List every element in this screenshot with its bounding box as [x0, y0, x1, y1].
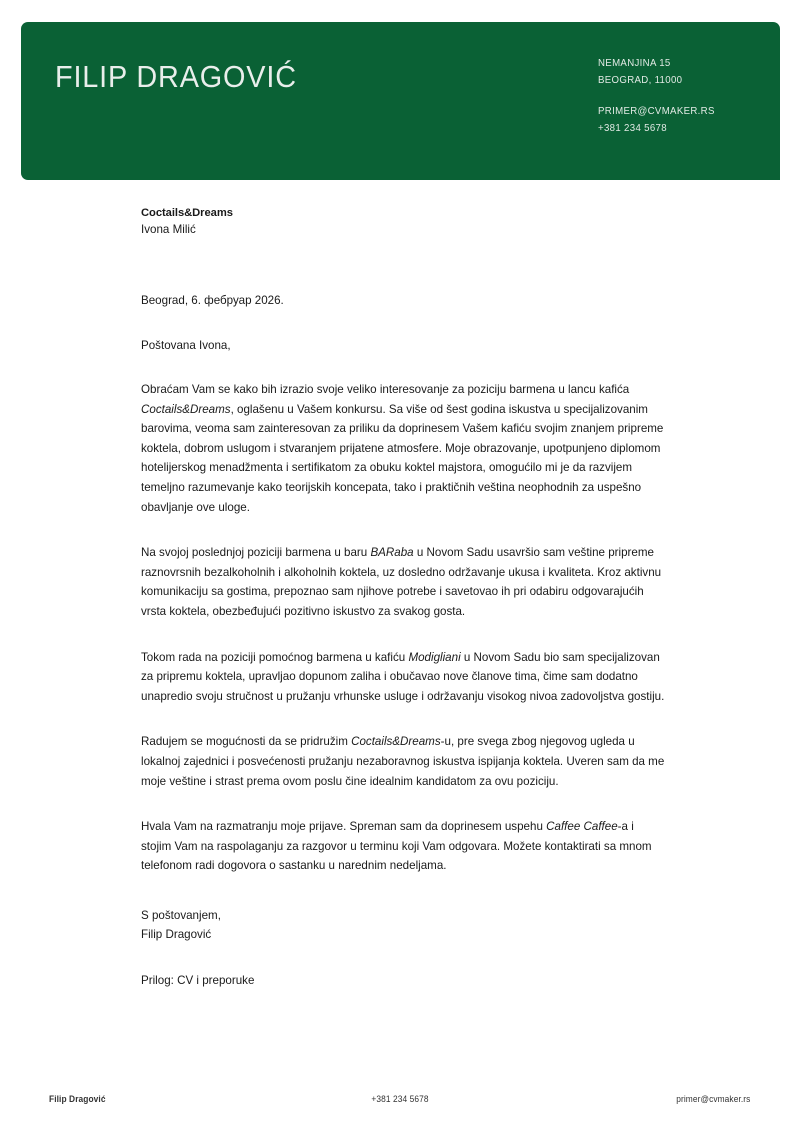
- letter-paragraph: [141, 648, 666, 707]
- letter-paragraph: [141, 543, 666, 621]
- header-email[interactable]: PRIMER@CVMAKER.RS: [598, 105, 715, 117]
- signature-name: Filip Dragović: [141, 928, 212, 942]
- emphasis-text: Coctails&Dreams: [141, 402, 231, 416]
- body-text: , oglašenu u Vašem konkursu. Sa više od šest godina iskustva u specijalizovanim barovima, veoma sam zainteresovan za priliku da doprinesem Vašem kafiću svojim znanjem pripreme koktela, dobrom uslugom i stvaranjem prijatene atmosfere. Moje obrazovanje, upotpunjeno diplomom hotelijerskog menadžmenta i sertifikatom za obuku koktel majstora, omogućilo mi je da razvijem temeljno razumevanje kako teorijskih koncepata, tako i praktičnih veština neophodnih za uspešno obavljanje ove uloge.: [141, 402, 664, 514]
- letter-paragraph: [141, 732, 666, 791]
- letter-paragraph: [141, 817, 666, 876]
- body-text: Na svojoj poslednjoj poziciji barmena u baru: [141, 546, 371, 560]
- header-phone[interactable]: +381 234 5678: [598, 121, 668, 134]
- letter-salutation: Poštovana Ivona,: [141, 339, 231, 352]
- footer-email[interactable]: primer@cvmaker.rs: [675, 1094, 750, 1104]
- body-text: Hvala Vam na razmatranju moje prijave. Spreman sam da doprinesem uspehu: [141, 820, 547, 834]
- recipient-person: Ivona Milić: [141, 223, 196, 236]
- body-text: u Novom Sadu usavršio sam veštine pripreme raznovrsnih bezalkoholnih i alkoholnih koktela, uz dosledno održavanje ukusa i kvaliteta. Kroz aktivnu komunikaciju sa gostima, prepoznao sam njihove potrebe i savetovao ih pri odabiru odgovarajućih vrsta koktela, obezbeđujući pozitivno iskustvo za svakog gosta.: [141, 546, 662, 618]
- letter-enclosure: Prilog: CV i preporuke: [141, 974, 255, 988]
- letter-closing: [141, 906, 666, 945]
- footer-name: Filip Dragović: [49, 1094, 106, 1104]
- header-banner: [21, 22, 780, 180]
- letter-paragraph-list: [141, 380, 666, 876]
- header-contact-group: [598, 103, 715, 136]
- body-text: -a i stojim Vam na raspolaganju za razgovor u terminu koji Vam odgovara. Možete kontaktirati sa mnom telefonom radi dogovora o sastanku u narednim nedeljama.: [141, 820, 652, 873]
- recipient-block: [141, 205, 666, 238]
- header-address-line1: NEMANJINA 15: [598, 57, 671, 69]
- header-address-line2: BEOGRAD, 11000: [598, 73, 683, 86]
- footer-phone[interactable]: +381 234 5678: [370, 1094, 429, 1104]
- emphasis-text: BARaba: [370, 546, 414, 560]
- emphasis-text: Modigliani: [408, 650, 461, 664]
- letter-date: Beograd, 6. фебруар 2026.: [141, 294, 284, 307]
- body-text: -u, pre svega zbog njegovog ugleda u lokalnoj zajednici i posvećenosti pružanju nezaboravnog iskustva ispijanja koktela. Uveren sam da me moje veštine i strast prema ovom poslu čine idealnim kandidatom za ovu poziciju.: [141, 735, 665, 788]
- page-footer: [49, 1090, 750, 1108]
- letter-body: [141, 205, 666, 991]
- header-address-group: [598, 55, 715, 88]
- page-title: FILIP DRAGOVIĆ: [55, 59, 297, 94]
- body-text: Radujem se mogućnosti da se pridružim: [141, 735, 352, 749]
- letter-paragraph: [141, 380, 666, 517]
- body-text: Tokom rada na poziciji pomoćnog barmena u kafiću: [141, 650, 409, 664]
- emphasis-text: Caffee Caffee: [546, 820, 618, 834]
- body-text: u Novom Sadu bio sam specijalizovan za pripremu koktela, upravljao dopunom zaliha i obučavao nove članove tima, čime sam dodatno unapredio svoju stručnost u pružanju vrhunske usluge i održavanju visokog nivoa zadovoljstva gostiju.: [141, 650, 665, 703]
- emphasis-text: Coctails&Dreams: [351, 735, 441, 749]
- header-contact-block: [598, 55, 715, 136]
- recipient-company: Coctails&Dreams: [141, 207, 233, 219]
- body-text: Obraćam Vam se kako bih izrazio svoje veliko interesovanje za poziciju barmena u lancu kafića: [141, 383, 630, 396]
- closing-phrase: S poštovanjem,: [141, 908, 221, 922]
